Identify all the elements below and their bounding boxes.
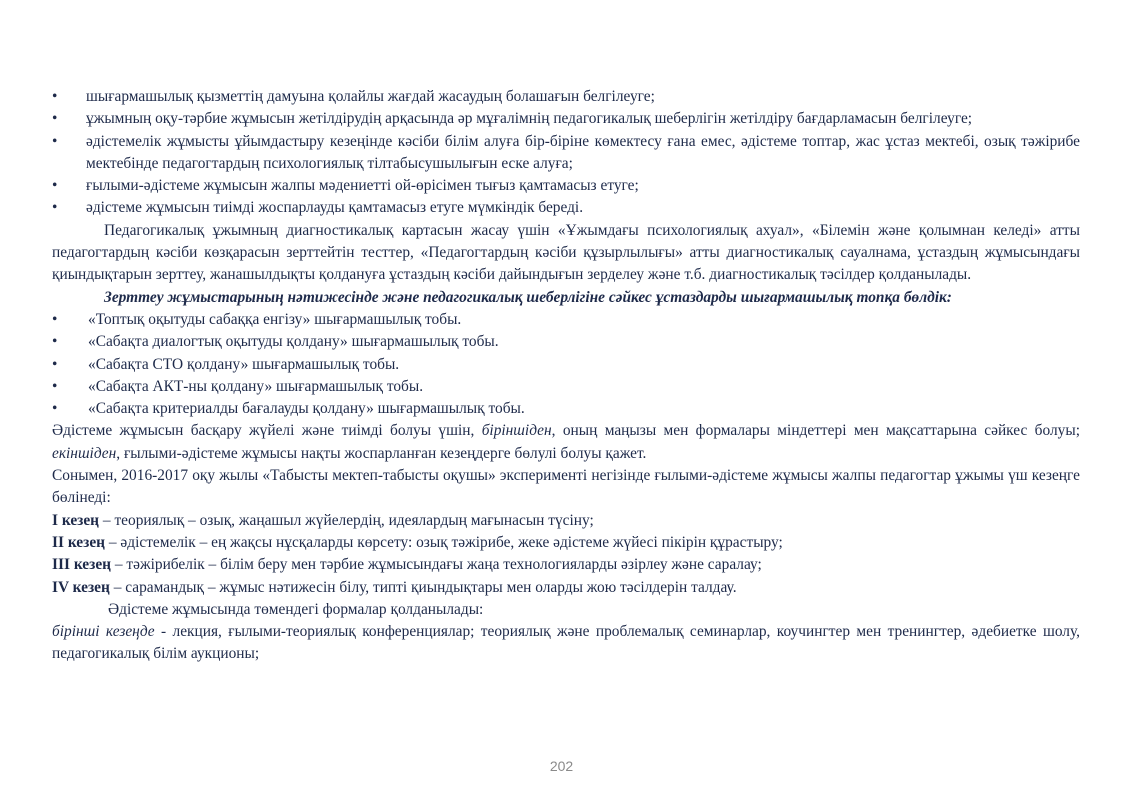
bullet-icon: • (52, 310, 58, 328)
stages-list (52, 510, 1080, 599)
list-item-text: ұжымның оқу-тәрбие жұмысын жетілдірудің арқасында әр мұғалімнің педагогикалық шеберлігін жетілдіру бағдарламасын белгілеуге; (86, 110, 973, 128)
list-item (52, 197, 1080, 219)
bullet-icon: • (52, 199, 58, 217)
page-number: 202 (549, 758, 574, 774)
list-item (52, 376, 1080, 398)
bullet-icon: • (52, 88, 58, 105)
list-item-text: «Сабақта диалогтық оқытуды қолдану» шығармашылық тобы. (88, 333, 499, 351)
bullet-icon: • (52, 177, 58, 195)
groups-heading: Зерттеу жұмыстарының нәтижесінде және педагогикалық шеберлігіне сәйкес ұстаздарды шығармашылық топқа бөлдік: (104, 288, 952, 306)
management-first-italic: біріншіден (481, 422, 552, 440)
bullet-icon: • (52, 132, 58, 150)
list-item-text: шығармашылық қызметтің дамуына қолайлы жағдай жасаудың болашағын белгілеуге; (86, 88, 655, 105)
list-item (52, 354, 1080, 376)
bullet-icon: • (52, 355, 58, 373)
list-item (52, 86, 1080, 108)
management-text-1: Әдістеме жұмысын басқару жүйелі және тиімді болуы үшін, (52, 422, 482, 440)
list-item (52, 331, 1080, 353)
management-text-2: , оның маңызы мен формалары міндеттері мен мақсаттарына сәйкес болуы; (551, 422, 1080, 440)
document-body (52, 86, 1080, 666)
first-stage-label: бірінші кезеңде (52, 623, 155, 641)
list-item (52, 309, 1080, 331)
list-item-text: «Сабақта АКТ-ны қолдану» шығармашылық тобы. (88, 377, 424, 395)
stage-text: – әдістемелік – ең жақсы нұсқаларды көрсету: озық тәжірибе, жеке әдістеме жүйесі пікірін құрастыру; (105, 533, 783, 551)
stage-label: II кезең (52, 533, 106, 551)
stage-label: I кезең (52, 511, 100, 529)
list-item-text: «Сабақта СТО қолдану» шығармашылық тобы. (88, 355, 400, 373)
experiment-paragraph: Сонымен, 2016-2017 оқу жылы «Табысты мектеп-табысты оқушы» эксперименті негізінде ғылыми-әдістеме жұмысы жалпы педагогтар ұжымы үш кезеңге бөлінеді: (52, 467, 1080, 507)
list-item-text: әдістемелік жұмысты ұйымдастыру кезеңінде кәсіби білім алуға бір-біріне көмектесу ғана емес, әдістеме топтар, жас ұстаз мектебі, озық тәжірибе мектебінде педагогтардың психологиялық тілтабысушылығын еске алуға; (86, 132, 1080, 172)
stage-text: – тәжірибелік – білім беру мен тәрбие жұмысындағы жаңа технологияларды әзірлеу және саралау; (111, 556, 762, 574)
list-item (52, 175, 1080, 197)
bullet-icon: • (52, 377, 58, 395)
stage-label: III кезең (52, 556, 112, 574)
stage-item (52, 554, 1080, 576)
management-second-italic: екіншіден (52, 444, 117, 462)
list-item (52, 398, 1080, 420)
methods-intro: Әдістеме жұмысында төмендегі формалар қолданылады: (108, 600, 484, 618)
first-stage-methods (52, 621, 1080, 666)
first-stage-text: - лекция, ғылыми-теориялық конференциялар; теориялық және проблемалық семинарлар, коучингтер мен тренингтер, әдебиетке шолу, педагогикалық білім аукционы; (52, 623, 1080, 663)
bullet-icon: • (52, 110, 58, 128)
diagnostics-paragraph: Педагогикалық ұжымның диагностикалық картасын жасау үшін «Ұжымдағы психологиялық ахуал», «Білемін және қолымнан келеді» атты педагогтардың кәсіби көзқарасын зерттейтін тесттер, «Педагогтардың кәсіби құзырлылығы» атты диагностикалық сауалнама, ұстаздың жұмысындағы қиындықтарын зерттеу, жанашылдықты қолдануға ұстаздың кәсіби дайындығын зерделеу және т.б. диагностикалық тәсілдер қолданылады. (52, 221, 1080, 284)
stage-item (52, 532, 1080, 554)
management-text-3: , ғылыми-әдістеме жұмысы нақты жоспарланған кезеңдерге бөлулі болуы қажет. (116, 444, 647, 462)
stage-label: IV кезең (52, 578, 110, 596)
bullet-icon: • (52, 333, 58, 351)
stage-text: – сарамандық – жұмыс нәтижесін білу, типті қиындықтары мен оларды жою тәсілдерін талдау. (109, 578, 737, 596)
list-item-text: әдістеме жұмысын тиімді жоспарлауды қамтамасыз етуге мүмкіндік береді. (86, 199, 584, 217)
management-paragraph (52, 420, 1080, 465)
list-item-text: ғылыми-әдістеме жұмысын жалпы мәдениетті ой-өрісімен тығыз қамтамасыз етуге; (86, 177, 639, 195)
objectives-list (52, 86, 1080, 220)
creative-groups-list (52, 309, 1080, 420)
stage-item (52, 577, 1080, 599)
list-item (52, 131, 1080, 176)
list-item-text: «Сабақта критериалды бағалауды қолдану» шығармашылық тобы. (88, 400, 525, 418)
list-item (52, 108, 1080, 130)
stage-text: – теориялық – озық, жаңашыл жүйелердің, идеялардың мағынасын түсіну; (99, 511, 594, 529)
bullet-icon: • (52, 400, 58, 418)
stage-item (52, 510, 1080, 532)
list-item-text: «Топтық оқытуды сабаққа енгізу» шығармашылық тобы. (88, 310, 462, 328)
